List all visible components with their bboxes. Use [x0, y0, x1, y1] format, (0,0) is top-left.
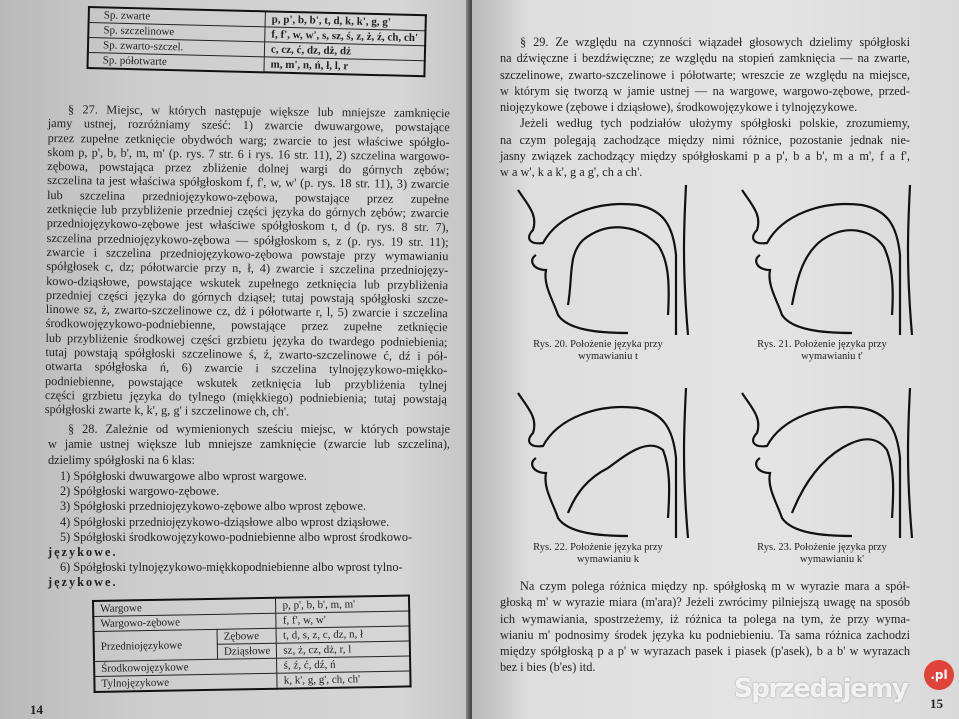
text-line: lub przybliżenie środkowej części grzbietu języka do twardego podniebienia; [45, 330, 448, 349]
section-29-paragraph [500, 34, 910, 181]
list-item: 4) Spółgłoski przedniojęzykowo-dziąsłowe albo wprost dziąsłowe. [60, 514, 390, 529]
table-cell: c, cz, ć, dz, dż, dź [264, 42, 424, 61]
figure-21 [722, 185, 922, 363]
tongue-outline [792, 439, 893, 518]
text-line: § 29. Ze względu na czynności wiązadeł głosowych dzielimy spółgłoski [520, 35, 910, 49]
list-item: 6) Spółgłoski tylnojęzykowo-miękkopodniebienne albo wprost tylno- [60, 560, 403, 575]
tongue-diagram [498, 185, 698, 335]
text-line: przedniej części języka do górnych dziąseł; tutaj powstają spółgłoski szcze- [45, 287, 449, 307]
lower-jaw-outline [532, 255, 628, 333]
page-number: 15 [930, 696, 943, 711]
figure-20 [498, 185, 698, 363]
tongue-diagram [498, 388, 698, 538]
table-cell: Sp. półotwarte [87, 53, 264, 73]
text-line: w którym się tworzą w jamie ustnej — na wargowe, wargowo-zębowe, przed- [500, 83, 910, 98]
text-line: na czym polegają zachodzące między nimi różnice, pozostanie jednak nie- [500, 132, 910, 147]
section-28-paragraph [48, 422, 450, 468]
text-line: tutaj powstają spółgłoski szczelinowe ś, ź, zwarto-szczelinowe ć, dź i pół- [45, 345, 448, 364]
tongue-diagram [722, 388, 922, 538]
consonant-place-table [92, 594, 412, 693]
text-line: § 27. Miejsc, w których następuje większe lub mniejsze zamknięcie [67, 102, 450, 121]
text-line: dzielimy spółgłoski na 6 klas: [48, 452, 195, 467]
table-cell: m, m', n, ń, ł, l, r [264, 57, 424, 76]
pharynx-outline [684, 388, 688, 538]
text-line: wianiu m' podnosimy środek języka ku podniebieniu. Ta sama różnica zachodzi [500, 627, 910, 642]
list-item: 3) Spółgłoski przedniojęzykowo-zębowe albo wprost zębowe. [60, 499, 366, 514]
palate-outline [518, 190, 676, 335]
lower-jaw-outline [756, 458, 852, 536]
figure-caption: Rys. 23. Położenie języka przy [757, 542, 887, 553]
left-page [0, 0, 470, 719]
text-line: w a w', k a k', g a g', ch a ch'. [500, 165, 643, 180]
table-cell: f, f', w, w', s, sz, ś, z, ż, ź, ch, ch' [265, 27, 425, 46]
figure-caption: wymawianiu t [578, 351, 638, 362]
table-cell: sz, ż, cz, dż, r, l [277, 641, 411, 658]
figure-caption: Rys. 20. Położenie języka przy [533, 339, 663, 350]
table-cell: f, f', w, w' [276, 611, 410, 628]
table-cell: Sp. szczelinowe [88, 23, 265, 42]
list-item-continuation: językowe. [48, 575, 118, 590]
text-line: zwarcie i szczelina przedniojęzykowo-zębowa powstaje przy wymawianiu [46, 244, 449, 264]
list-item: 5) Spółgłoski środkowojęzykowo-podniebienne albo wprost środkowo- [60, 529, 413, 544]
table-cell: ś, ź, ć, dź, ń [277, 656, 411, 673]
right-page [472, 0, 959, 719]
lower-jaw-outline [532, 458, 628, 536]
text-line: przedniojęzykowo-zębowe jest właściwe spółgłoskom t, d (p. rys. 8 str. 7), [46, 216, 449, 235]
table-cell: Wargowo-zębowe [93, 613, 276, 631]
text-line: szczelina ta jest właściwa spółgłoskom f, f', w, w' (p. rys. 18 str. 11), 3) zwarcie [47, 173, 450, 192]
text-line: § 28. Zależnie od wymienionych sześciu miejsc, w których powstaje [68, 422, 450, 436]
tongue-diagram [722, 185, 922, 335]
pharynx-outline [908, 185, 912, 335]
table-cell: Środkowojęzykowe [94, 658, 277, 676]
table-cell: p, p', b, b', m, m' [276, 595, 410, 613]
text-line: lub szczelina przedniojęzykowo-zębowa, powstające przez zupełne [46, 187, 450, 206]
text-line: jamy ustnej, rozróżniamy sześć: 1) zwarcie dwuwargowe, powstające [47, 116, 450, 135]
text-line: jasny związek zachodzący między spółgłoskami p a p', b a b', m a m', f a f', [500, 149, 910, 164]
text-line: spółgłoski zwarte k, k', g, g' i szczelinowe ch, ch'. [44, 402, 290, 419]
page-number: 14 [30, 702, 43, 717]
watermark-badge: .pl [924, 660, 954, 690]
text-line: na dźwięczne i bezdźwięczne; ze względu na stopień zamknięcia — na zwarte, [500, 51, 910, 66]
table-cell: p, p', b, b', t, d, k, k', g, g' [265, 11, 425, 30]
text-line: kowo-dziąsłowe, powstające wskutek zupełnego zetknięcia lub przybliżenia [46, 273, 449, 292]
table-cell: k, k', g, g', ch, ch' [277, 671, 411, 689]
section-27-paragraph [45, 102, 450, 421]
text-line: podniebienne, powstające wskutek zetknięcia lub przybliżenia tylnej [45, 373, 448, 392]
text-line: bez i bies (b'es) itd. [500, 660, 596, 675]
consonant-manner-table [86, 6, 426, 77]
text-line: szczelinowe, zwarto-szczelinowe i półotwarte; wreszcie ze względu na miejsce, [500, 67, 910, 82]
pharynx-outline [908, 388, 912, 538]
list-item-continuation: językowe. [48, 544, 118, 559]
tongue-outline [568, 446, 669, 518]
text-line: ich wymawiania, spostrzeżemy, iż różnica ta polega na tym, że przy wyma- [500, 611, 910, 626]
table-cell: Sp. zwarte [89, 7, 266, 27]
tongue-outline [792, 230, 893, 315]
table-cell: Przedniojęzykowe [94, 629, 218, 661]
figure-caption: Rys. 22. Położenie języka przy [533, 542, 663, 553]
closing-paragraph [500, 578, 910, 676]
table-cell: Sp. zwarto-szczel. [88, 38, 265, 57]
figure-caption: wymawianiu k [576, 554, 640, 565]
text-line: części grzbietu języka do tylnego (miękkiego) podniebienia; tutaj powstają [44, 387, 447, 407]
text-line: otwarta spółgłoska ń, 6) zwarcie i szczelina tylnojęzykowo-miękko- [45, 359, 448, 378]
table-cell: Zębowe [217, 628, 277, 644]
text-line: Na czym polega różnica między np. spółgłoską m w wyrazie mara a spół- [520, 579, 910, 593]
text-line: zetknięcie lub przybliżenie przedniej części języka do górnych zębów; zwarcie [46, 202, 449, 221]
text-line: szczelina przedniojęzykowo-zębowa — spółgłoskom s, z (p. rys. 19 str. 11); [46, 230, 449, 249]
figure-caption: Rys. 21. Położenie języka przy [757, 339, 887, 350]
palate-outline [742, 190, 900, 335]
text-line: spółgłosek c, dz; półotwarcie przy n, ł, 4) zwarcie i szczelina przedniojęzy- [46, 259, 449, 278]
pharynx-outline [684, 185, 688, 335]
table-cell: Dziąsłowe [217, 643, 277, 659]
lower-jaw-outline [756, 255, 852, 333]
text-line: linowe sz, ż, zwarto-szczelinowe cz, dż i półotwarte r, l, 5) zwarcie i szczelina [45, 302, 448, 321]
text-line: głoską m' w wyrazie miara (m'ara)? Jeżeli zwrócimy pilniejszą uwagę na sposób [500, 595, 910, 610]
table-cell: Wargowe [93, 598, 276, 617]
text-line: między spółgłoską p a p' w wyrazach pasek i piasek (p'asek), b a b' w wyrazach [500, 644, 910, 659]
figure-caption: wymawianiu k' [799, 554, 864, 565]
text-line: w jamie ustnej większe lub mniejsze zamknięcie (zwarcie lub szczelina), [48, 437, 450, 452]
text-line: niojęzykowe (zębowe i dziąsłowe), środkowojęzykowe i tylnojęzykowe. [500, 100, 858, 115]
list-item: 2) Spółgłoski wargowo-zębowe. [60, 484, 220, 499]
palate-outline [518, 393, 676, 538]
tongue-outline [568, 227, 669, 315]
watermark-logo: Sprzedajemy [734, 674, 908, 704]
table-cell: Tylnojęzykowe [94, 673, 277, 692]
figure-23 [722, 388, 922, 566]
text-line: Jeżeli według tych podziałów ułożymy spółgłoski polskie, zrozumiemy, [520, 116, 910, 131]
consonant-class-list [48, 469, 450, 591]
figure-caption: wymawianiu t' [801, 351, 863, 362]
text-line: środkowojęzykowo-podniebienne, powstające przez zupełne zetknięcie [45, 316, 448, 335]
text-line: przez zupełne zetknięcie obydwóch warg; zwarcie to jest właściwe spółgło- [47, 130, 450, 149]
figure-22 [498, 388, 698, 566]
list-item: 1) Spółgłoski dwuwargowe albo wprost wargowe. [60, 469, 307, 483]
text-line: zębowa, powstająca przez zbliżenie dolnej wargi do górnych zębów; [47, 159, 450, 178]
table-cell: t, d, s, z, c, dz, n, ł [276, 626, 410, 643]
text-line: skom p, p', b, b', m, m' (p. rys. 7 str. 6 i rys. 16 str. 11), 2) szczelina wargowo- [47, 144, 450, 164]
